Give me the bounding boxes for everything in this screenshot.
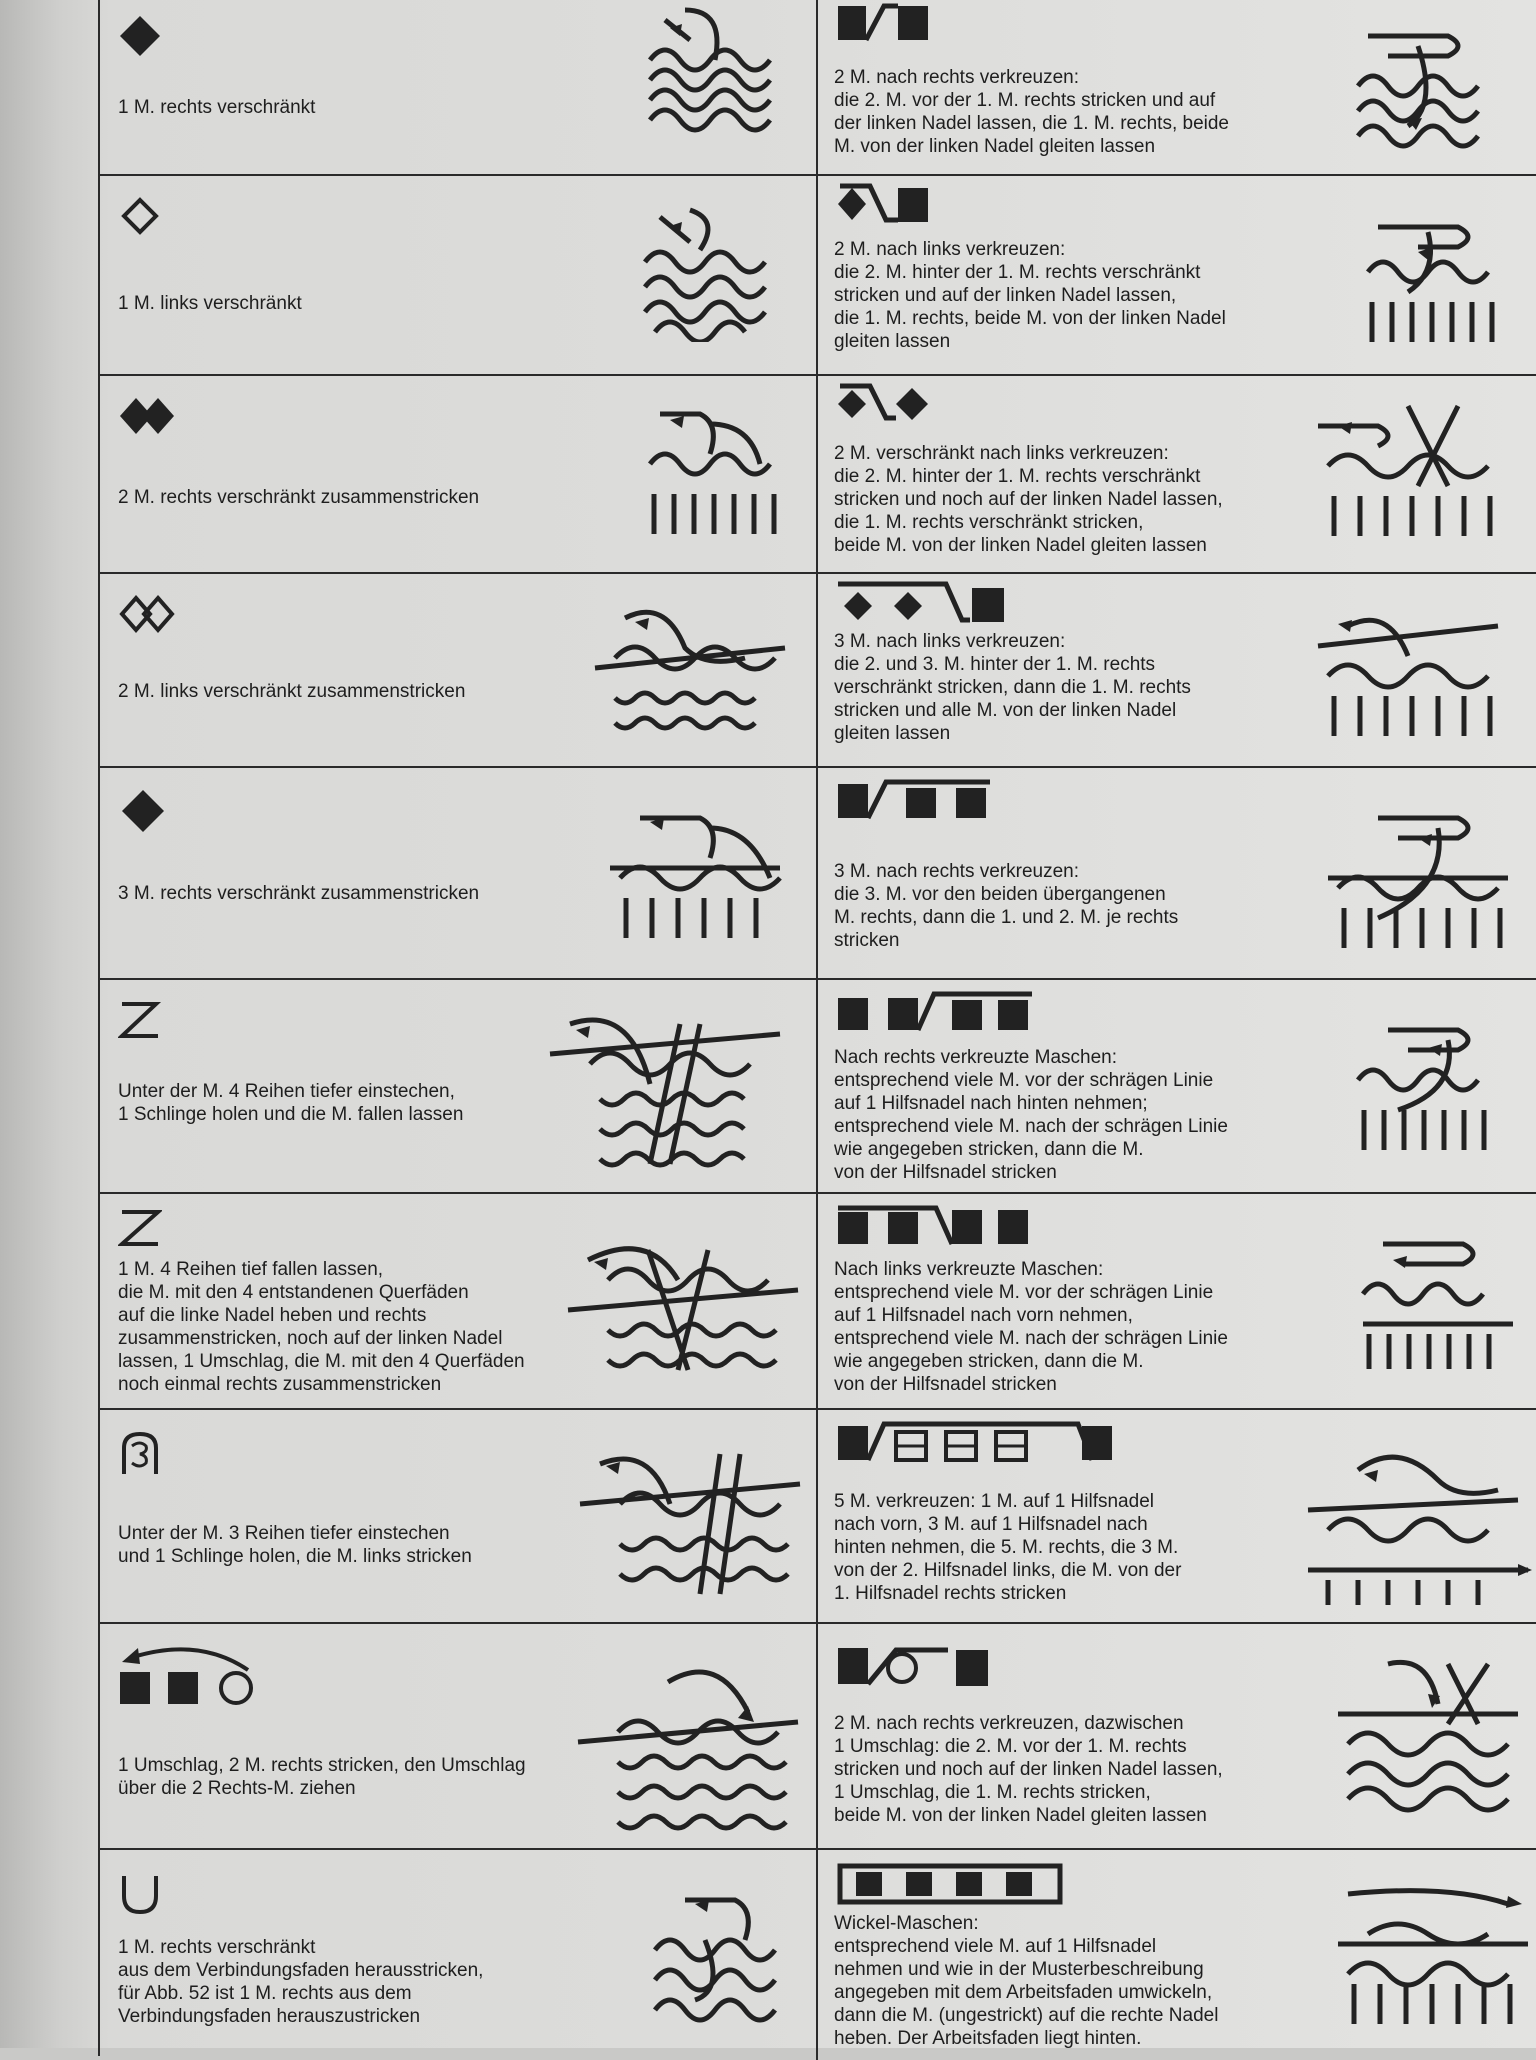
table-cell-left <box>100 1410 818 1622</box>
stitch-description: Wickel-Maschen: entsprechend viele M. auf 1 Hilfsnadel nehmen und wie in der Musterbeschreibung angegeben mit dem Arbeitsfaden umwickeln, dann die M. (ungestrickt) auf die rechte Nadel heben. Der Arbeitsfaden liegt hinten. <box>834 1913 1219 2049</box>
stitch-description: Nach links verkreuzte Maschen: entsprechend viele M. vor der schrägen Linie auf 1 Hilfsnadel nach vorn nehmen, entsprechend viele M. nach der schrägen Linie wie angegeben stricken, dann die M. von der Hilfsnadel stricken <box>834 1259 1228 1395</box>
knitting-illustration <box>645 1880 795 2030</box>
knitting-illustration <box>1353 1224 1513 1374</box>
knitting-illustration <box>635 202 785 342</box>
knitting-illustration <box>1348 16 1498 156</box>
triple-diamond-filled-icon <box>118 786 168 836</box>
diamond-filled-icon <box>118 14 162 58</box>
stitch-description: 2 M. links verschränkt zusammenstricken <box>118 681 466 702</box>
table-cell-left <box>100 574 818 766</box>
u-letter-icon <box>118 1872 162 1916</box>
stitch-description: 5 M. verkreuzen: 1 M. auf 1 Hilfsnadel nach vorn, 3 M. auf 1 Hilfsnadel nach hinten nehmen, die 5. M. rechts, die 3 M. von der 2. Hilfsnadel links, die M. von der 1. Hilfsnadel rechts stricken <box>834 1491 1182 1604</box>
stitch-description: Nach rechts verkreuzte Maschen: entsprechend viele M. vor der schrägen Linie auf 1 Hilfsnadel nach hinten nehmen; entsprechend viele M. nach der schrägen Linie wie angegeben stricken, dann die M. von der Hilfsnadel stricken <box>834 1047 1228 1183</box>
table-cell-right <box>818 376 1536 572</box>
stitch-description: Unter der M. 4 Reihen tiefer einstechen, 1 Schlinge holen und die M. fallen lassen <box>118 1081 464 1125</box>
table-cell-left <box>100 0 818 174</box>
table-cell-right <box>818 574 1536 766</box>
table-row <box>100 376 1536 574</box>
stitch-description: 2 M. verschränkt nach links verkreuzen: die 2. M. hinter der 1. M. rechts verschränkt stricken und noch auf der linken Nadel lassen, die 1. M. rechts verschränkt stricken, beide M. von der linken Nadel gleiten lassen <box>834 443 1223 556</box>
knitting-illustration <box>558 1220 808 1390</box>
cable-left-icon <box>836 1200 1036 1250</box>
table-cell-right <box>818 768 1536 978</box>
double-diamond-filled-icon <box>118 394 178 438</box>
cable-right-icon <box>836 986 1036 1036</box>
stitch-description: 1 M. links verschränkt <box>118 293 302 314</box>
table-row <box>100 1850 1536 2060</box>
table-cell-right <box>818 1410 1536 1622</box>
stitch-description: 3 M. rechts verschränkt zusammenstricken <box>118 883 480 904</box>
stitch-description: 1 M. rechts verschränkt <box>118 97 316 118</box>
s-hook-icon <box>118 998 162 1042</box>
knitting-illustration <box>1298 1440 1536 1610</box>
knitting-illustration <box>568 1652 808 1832</box>
table-cell-left <box>100 376 818 572</box>
stitch-description: 1 M. 4 Reihen tief fallen lassen, die M. mit den 4 entstandenen Querfäden auf die linke Nadel heben und rechts zusammenstricken, noch auf der linken Nadel lassen, 1 Umschlag, die M. mit den 4 Querfäden noch einmal rechts zusammenstricken <box>118 1259 525 1395</box>
table-row <box>100 1624 1536 1850</box>
knitting-illustration <box>1308 596 1518 746</box>
cross-2-right-icon <box>836 2 932 46</box>
table-cell-left <box>100 1624 818 1848</box>
stitch-description: 2 M. rechts verschränkt zusammenstricken <box>118 487 480 508</box>
cross-3-right-icon <box>836 774 996 824</box>
table-cell-right <box>818 0 1536 174</box>
knitting-illustration <box>570 1434 810 1604</box>
knitting-illustration <box>1328 1644 1528 1814</box>
table-cell-left <box>100 1850 818 2060</box>
table-cell-left <box>100 176 818 374</box>
knitting-illustration <box>1308 396 1508 546</box>
knitting-illustration <box>600 798 790 948</box>
stitch-description: 1 M. rechts verschränkt aus dem Verbindungsfaden herausstricken, für Abb. 52 ist 1 M. rechts aus dem Verbindungsfaden herauszustricken <box>118 1937 484 2027</box>
table-cell-right <box>818 980 1536 1192</box>
stitch-description: 2 M. nach links verkreuzen: die 2. M. hinter der 1. M. rechts verschränkt stricken und auf der linken Nadel lassen, die 1. M. rechts, beide M. von der linken Nadel gleiten lassen <box>834 239 1226 352</box>
symbol-table <box>98 0 1536 2056</box>
table-cell-right <box>818 1850 1536 2060</box>
knitting-illustration <box>1328 1874 1536 2034</box>
stitch-description: 1 Umschlag, 2 M. rechts stricken, den Umschlag über die 2 Rechts-M. ziehen <box>118 1755 526 1799</box>
table-row <box>100 768 1536 980</box>
stitch-description: 3 M. nach links verkreuzen: die 2. und 3. M. hinter der 1. M. rechts verschränkt stricken, dann die 1. M. rechts stricken und alle M. von der linken Nadel gleiten lassen <box>834 631 1191 744</box>
stitch-description: 3 M. nach rechts verkreuzen: die 3. M. vor den beiden übergangenen M. rechts, dann die 1. und 2. M. je rechts stricken <box>834 861 1179 951</box>
table-cell-right <box>818 1194 1536 1408</box>
knitting-illustration <box>585 588 795 738</box>
cross-yarn-over-icon <box>836 1644 996 1694</box>
table-cell-left <box>100 980 818 1192</box>
knitting-illustration <box>640 394 790 544</box>
cross-2-left-icon <box>836 182 932 226</box>
diamond-outline-icon <box>118 194 162 238</box>
stitch-description: 2 M. nach rechts verkreuzen, dazwischen 1 Umschlag: die 2. M. vor der 1. M. rechts stricken und noch auf der linken Nadel lassen, 1 Umschlag, die 1. M. rechts stricken, beide M. von der linken Nadel gleiten lassen <box>834 1713 1223 1826</box>
table-row <box>100 0 1536 176</box>
cross-2-twisted-left-icon <box>836 382 932 426</box>
knitting-illustration <box>540 1004 790 1174</box>
cross-5-icon <box>836 1416 1116 1466</box>
table-row <box>100 574 1536 768</box>
table-row <box>100 176 1536 376</box>
table-row <box>100 1410 1536 1624</box>
table-cell-right <box>818 1624 1536 1848</box>
knitting-illustration <box>640 0 790 140</box>
table-cell-left <box>100 1194 818 1408</box>
stitch-description: 2 M. nach rechts verkreuzen: die 2. M. vor der 1. M. rechts stricken und auf der linken Nadel lassen, die 1. M. rechts, beide M. von der linken Nadel gleiten lassen <box>834 67 1229 157</box>
circled-3-icon <box>118 1430 162 1478</box>
knitting-illustration <box>1358 212 1508 352</box>
table-cell-left <box>100 768 818 978</box>
cross-3-left-icon <box>836 580 1006 630</box>
wrap-stitches-icon <box>836 1860 1066 1910</box>
yarn-over-pass-icon <box>118 1636 268 1706</box>
z-letter-icon <box>118 1206 162 1250</box>
table-cell-right <box>818 176 1536 374</box>
table-row <box>100 1194 1536 1410</box>
double-diamond-outline-icon <box>118 592 178 636</box>
stitch-description: Unter der M. 3 Reihen tiefer einstechen und 1 Schlinge holen, die M. links stricken <box>118 1523 472 1567</box>
table-row <box>100 980 1536 1194</box>
knitting-illustration <box>1318 798 1518 958</box>
knitting-illustration <box>1348 1010 1508 1160</box>
